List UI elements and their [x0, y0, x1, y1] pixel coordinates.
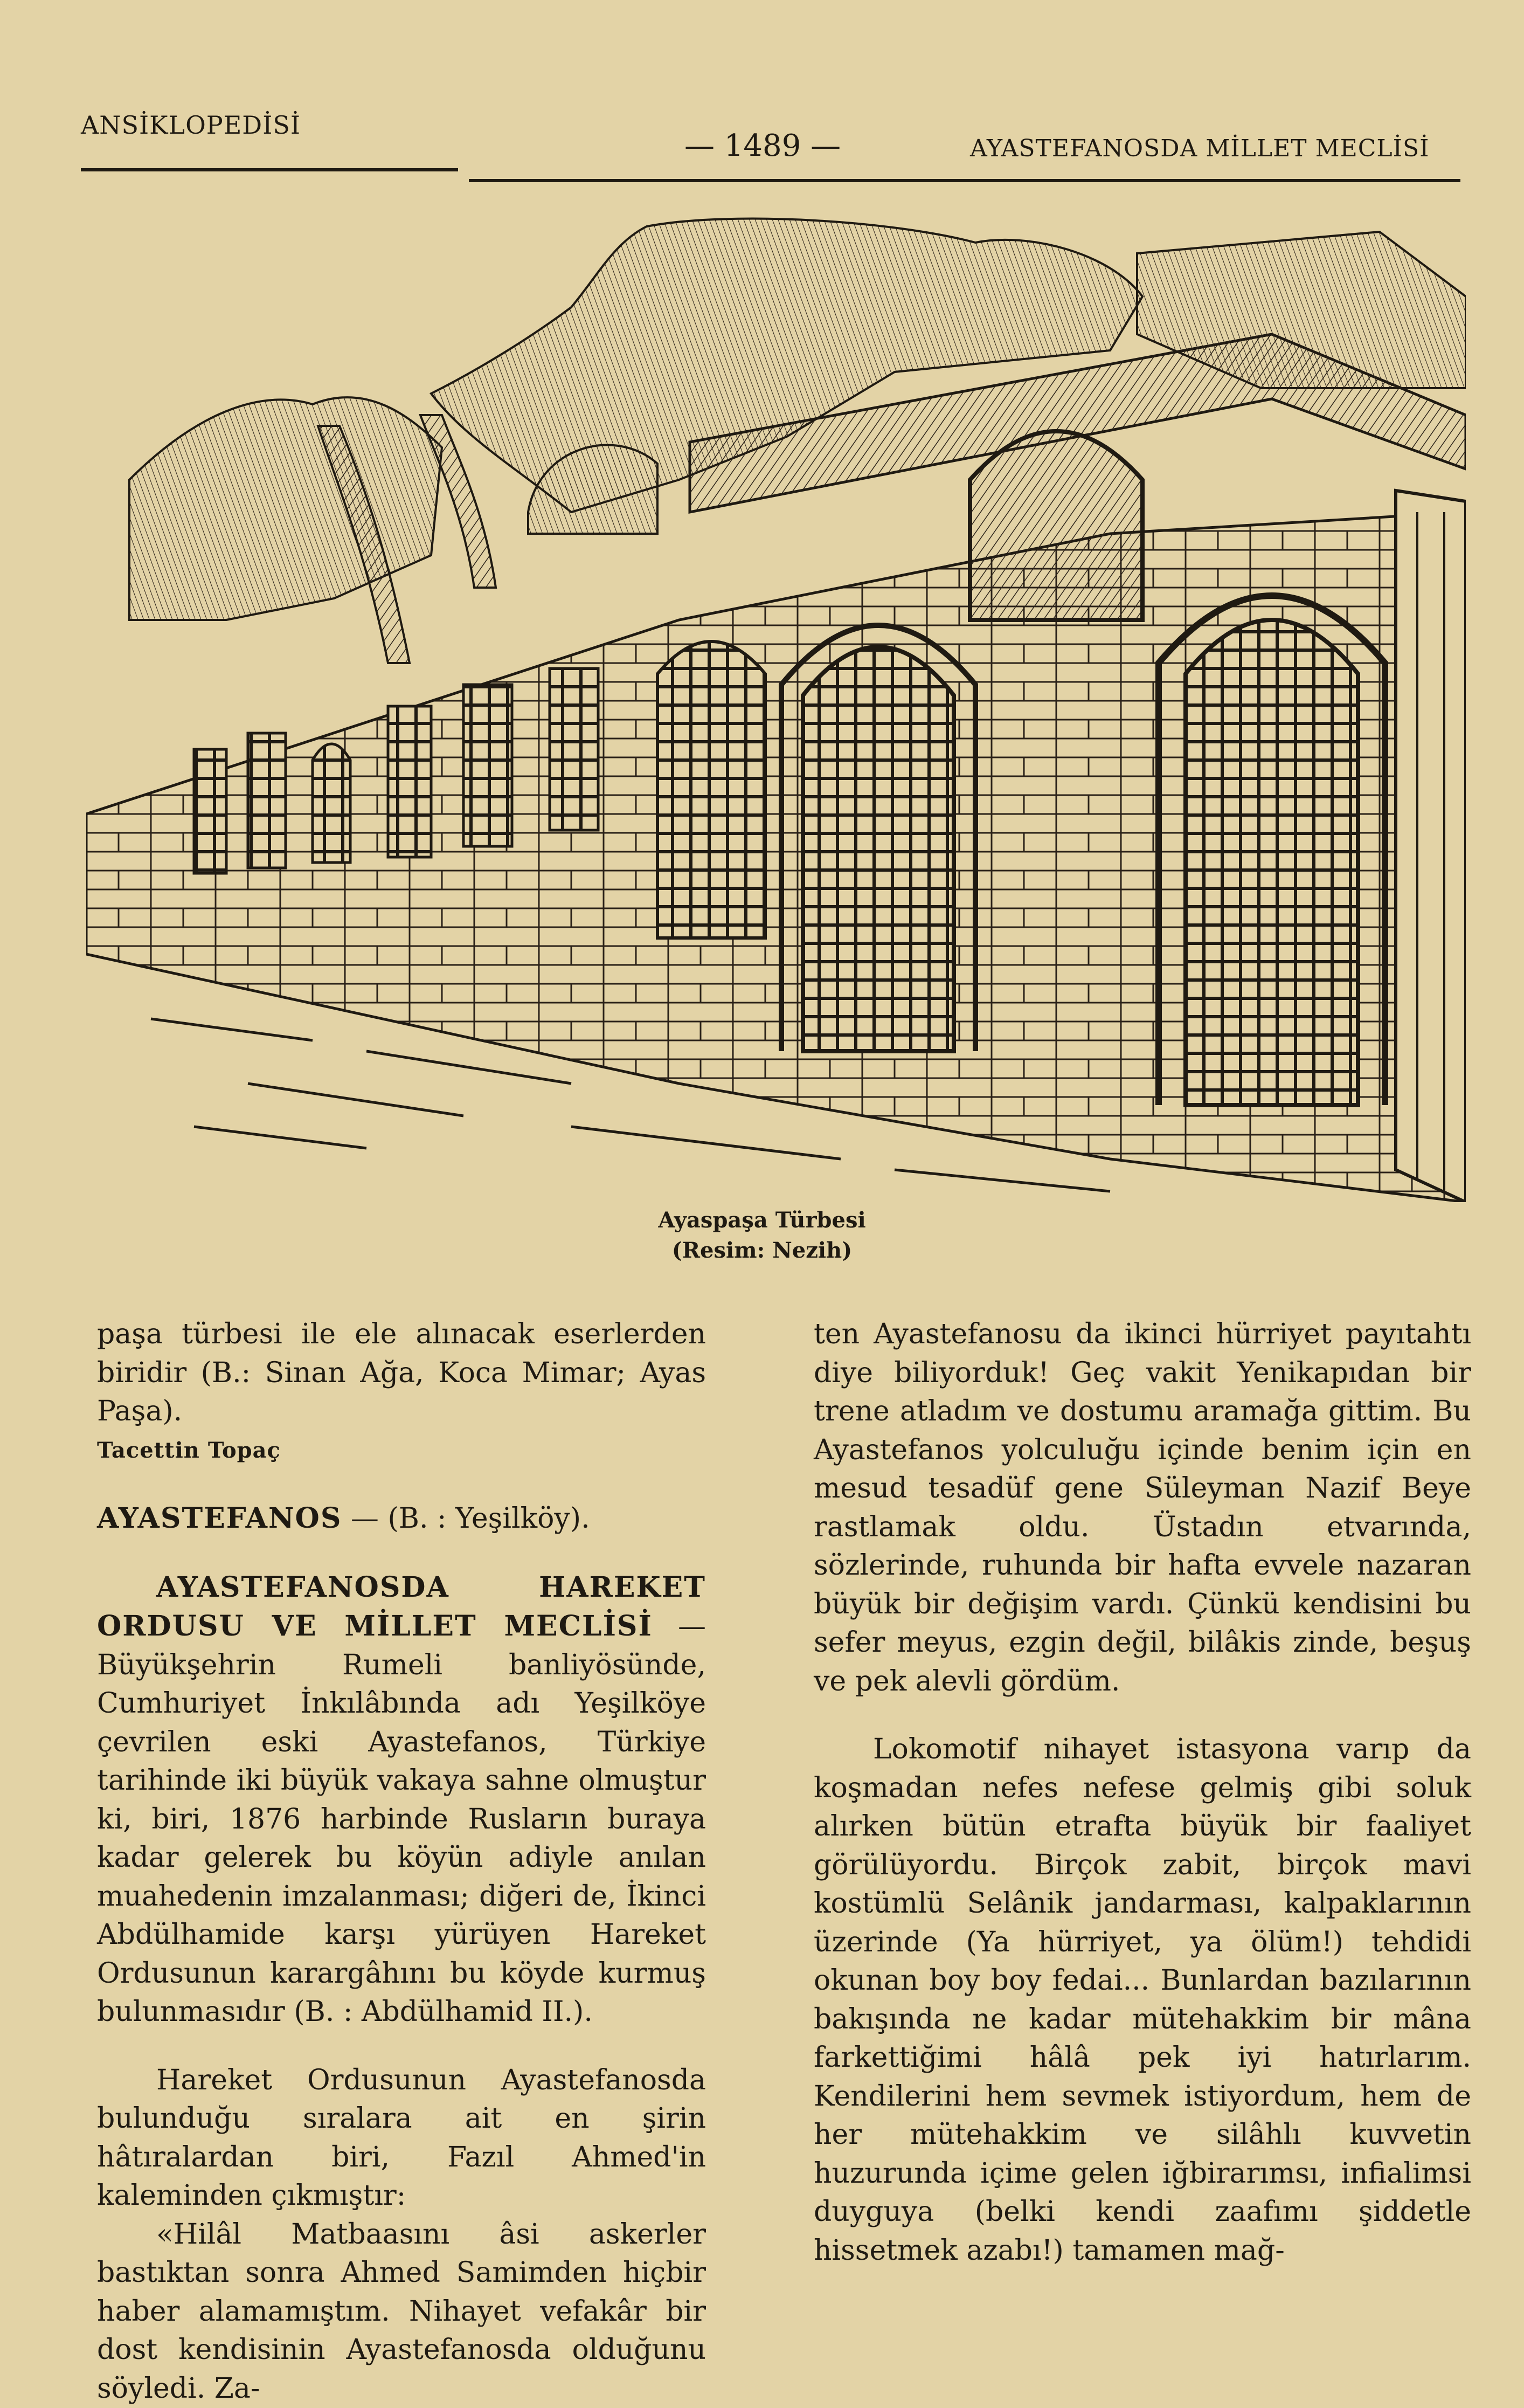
paragraph: Lokomotif nihayet istasyona varıp da koşmadan nefes nefese gelmiş gibi soluk alırken bütün etrafta büyük bir faaliyet görülüyordu. Birçok zabit, birçok mavi kostümlü Selânik jandarması, kalpaklarının üzerinde (Ya hürriyet, ya ölüm!) tehdidi okunan boy boy fedai... Bunlardan bazılarının bakışında ne kadar mütehakkim bir mâna farkettiğimi hâlâ pek iyi hatırlarım. Kendilerini hem sevmek istiyordum, hem de her mütehakkim ve silâhlı kuvvetin huzurunda içime gelen iğbirarımsı, infialimsi duyguya (belki kendi zaafımı şiddetle hissetmek azabı!) tamamen mağ-	[814, 1730, 1471, 2270]
entry-headword: AYASTEFANOSDA HAREKET ORDUSU VE MİLLET MECLİSİ	[97, 1571, 706, 1643]
header-rule-left	[81, 168, 458, 171]
paragraph: ten Ayastefanosu da ikinci hürriyet payıtahtı diye biliyorduk! Geç vakit Yenikapıdan bir trene atladım ve dostumu aramağa gittim. Bu Ayastefanos yolculuğu içinde benim için en mesud tesadüf gene Süleyman Nazif Beye rastlamak oldu. Üstadın etvarında, sözlerinde, ruhunda bir hafta evvele nazaran büyük bir değişim vardı. Çünkü kendisini bu sefer meyus, ezgin değil, bilâkis zinde, beşuş ve pek alevli gördüm.	[814, 1315, 1471, 1701]
header-rule-right	[469, 179, 1460, 182]
entry-ayastefanos	[97, 1499, 706, 1538]
entry-headword: AYASTEFANOS	[97, 1502, 342, 1535]
entry-text: — Büyükşehrin Rumeli banliyösünde, Cumhuriyet İnkılâbında adı Yeşilköye çevrilen eski Ayastefanos, Türkiye tarihinde iki büyük vakaya sahne olmuştur ki, biri, 1876 harbinde Rusların buraya kadar gelerek bu köyün adiyle anılan muahedenin imzalanması; diğeri de, İkinci Abdülhamide karşı yürüyen Hareket Ordusunun karargâhını bu köyde kurmuş bulunmasıdır (B. : Abdülhamid II.).	[97, 1610, 706, 2028]
running-header-left: ANSİKLOPEDİSİ	[81, 111, 301, 140]
entry-hareket-ordusu	[97, 1568, 706, 2032]
running-header-right: AYASTEFANOSDA MİLLET MECLİSİ	[970, 135, 1430, 162]
left-column	[97, 1315, 706, 2408]
paragraph: paşa türbesi ile ele alınacak eserlerden biridir (B.: Sinan Ağa, Koca Mimar; Ayas Paşa).	[97, 1315, 706, 1431]
entry-text: — (B. : Yeşilköy).	[342, 1502, 590, 1535]
right-column	[814, 1315, 1471, 2270]
figure-credit: (Resim: Nezih)	[539, 1238, 985, 1263]
author-signature: Tacettin Topaç	[97, 1431, 706, 1470]
page-number: — 1489 —	[684, 128, 841, 163]
tomb-illustration	[86, 210, 1466, 1202]
figure-caption: Ayaspaşa Türbesi	[539, 1208, 985, 1233]
paragraph: Hareket Ordusunun Ayastefanosda bulunduğu sıralara ait en şirin hâtıralardan biri, Fazıl Ahmed'in kaleminden çıkmıştır:	[97, 2061, 706, 2216]
quote-paragraph: «Hilâl Matbaasını âsi askerler bastıktan sonra Ahmed Samimden hiçbir haber alamamıştım. Nihayet vefakâr bir dost kendisinin Ayastefanosda olduğunu söyledi. Za-	[97, 2216, 706, 2408]
